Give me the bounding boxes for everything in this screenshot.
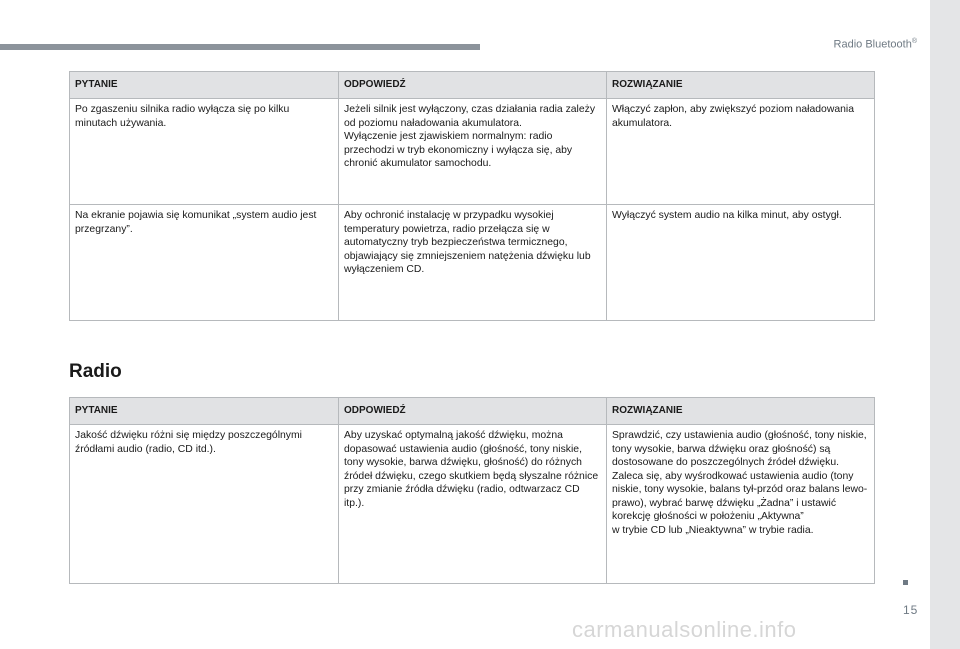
troubleshooting-table-general xyxy=(69,71,875,321)
column-header-question: PYTANIE xyxy=(70,398,339,425)
table-row xyxy=(70,99,875,205)
solution-cell: Włączyć zapłon, aby zwiększyć poziom naładowania akumulatora. xyxy=(607,99,875,205)
column-header-solution: ROZWIĄZANIE xyxy=(607,398,875,425)
question-cell: Jakość dźwięku różni się między poszczególnymi źródłami audio (radio, CD itd.). xyxy=(70,425,339,584)
table-row xyxy=(70,425,875,584)
page-marker xyxy=(903,580,908,585)
table-header-row xyxy=(70,398,875,425)
side-bar xyxy=(930,0,960,649)
troubleshooting-table-radio xyxy=(69,397,875,584)
column-header-solution: ROZWIĄZANIE xyxy=(607,72,875,99)
answer-cell: Aby ochronić instalację w przypadku wysokiej temperatury powietrza, radio przełącza się w automatyczny tryb bezpieczeństwa termicznego, objawiający się zmniejszeniem natężenia dźwięku lub wyłączeniem CD. xyxy=(339,205,607,321)
watermark: carmanualsonline.info xyxy=(572,617,797,642)
registered-mark: ® xyxy=(911,38,917,45)
section-title: Radio Bluetooth® xyxy=(833,38,917,51)
answer-cell: Aby uzyskać optymalną jakość dźwięku, można dopasować ustawienia audio (głośność, tony niskie, tony wysokie, barwa dźwięku, głośność) do różnych źródeł dźwięku, czego skutkiem będą słyszalne różnice przy zmianie źródła dźwięku (radio, odtwarzacz CD itp.). xyxy=(339,425,607,584)
solution-cell: Sprawdzić, czy ustawienia audio (głośność, tony niskie, tony wysokie, barwa dźwięku oraz głośność) są dostosowane do poszczególnych źródeł dźwięku. Zaleca się, aby wyśrodkować ustawienia audio (tony niskie, tony wysokie, balans tył-przód oraz balans lewo-prawo), wybrać barwę dźwięku „Żadna” i ustawić korekcję głośności w położeniu „Aktywna” w trybie CD lub „Nieaktywna” w trybie radia. xyxy=(607,425,875,584)
section-heading-radio: Radio xyxy=(69,361,122,382)
question-cell: Na ekranie pojawia się komunikat „system audio jest przegrzany”. xyxy=(70,205,339,321)
question-cell: Po zgaszeniu silnika radio wyłącza się po kilku minutach używania. xyxy=(70,99,339,205)
table-row xyxy=(70,205,875,321)
top-rule xyxy=(0,44,480,50)
table-header-row xyxy=(70,72,875,99)
page-number: 15 xyxy=(903,603,919,617)
column-header-answer: ODPOWIEDŹ xyxy=(339,72,607,99)
column-header-answer: ODPOWIEDŹ xyxy=(339,398,607,425)
column-header-question: PYTANIE xyxy=(70,72,339,99)
answer-cell: Jeżeli silnik jest wyłączony, czas działania radia zależy od poziomu naładowania akumulatora. Wyłączenie jest zjawiskiem normalnym: radio przechodzi w tryb ekonomiczny i wyłącza się, aby chronić akumulator samochodu. xyxy=(339,99,607,205)
solution-cell: Wyłączyć system audio na kilka minut, aby ostygł. xyxy=(607,205,875,321)
